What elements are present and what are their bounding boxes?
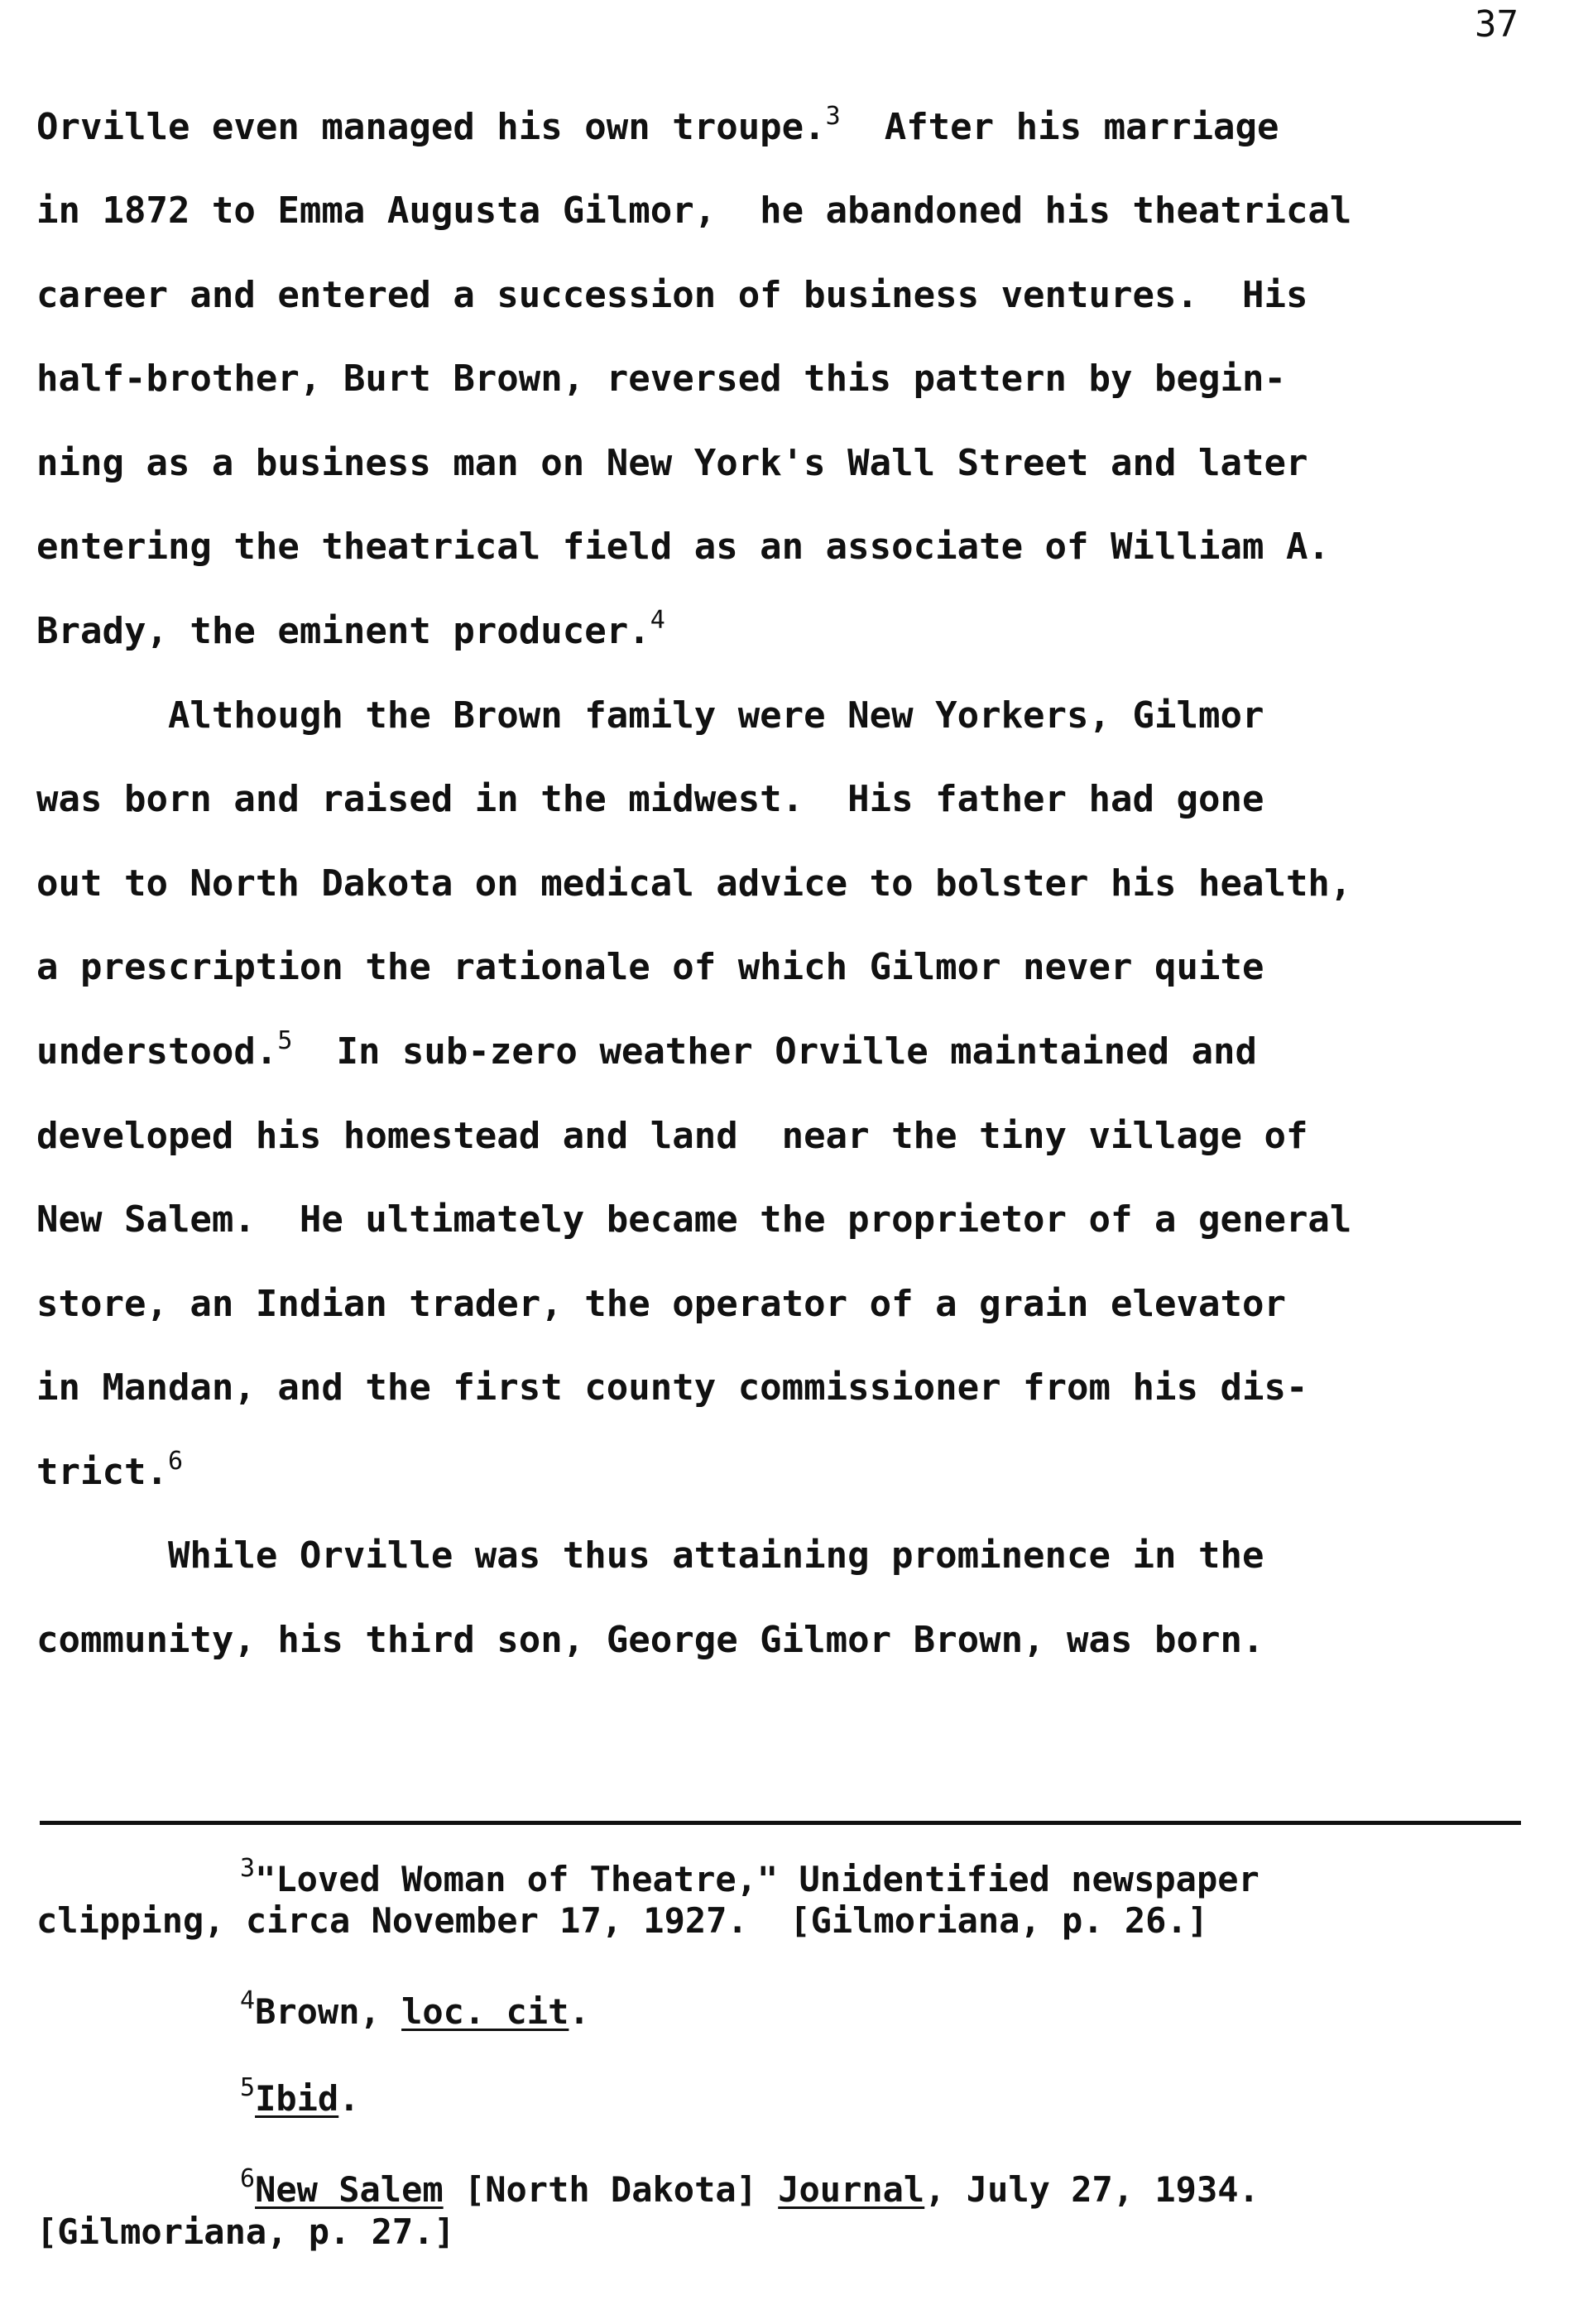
body-line: career and entered a succession of business ventures. His [36,274,1308,316]
body-line: community, his third son, George Gilmor Brown, was born. [36,1619,1264,1661]
footnote-punct: . [569,1991,590,2032]
body-line-text: trict. [36,1451,168,1493]
citation-italic: Ibid [255,2078,339,2119]
footnote-ref: 5 [277,1026,293,1055]
footnote-text: [North Dakota] [443,2169,779,2210]
body-line [36,1026,1258,1073]
footnote-mark: 6 [240,2164,256,2193]
footnote-text: "Loved Woman of Theatre," Unidentified newspaper [255,1859,1260,1899]
body-line: entering the theatrical field as an associate of William A. [36,526,1330,568]
body-line: in 1872 to Emma Augusta Gilmor, he abandoned his theatrical [36,190,1352,232]
citation-italic: New Salem [255,2169,444,2210]
footnote-ref: 4 [650,606,665,635]
page-number: 37 [1475,3,1519,46]
footnote-text: , July 27, 1934. [924,2169,1260,2210]
footnote-text: Brown, [255,1991,402,2032]
footnote-ref: 6 [167,1447,184,1476]
body-line-text: In sub-zero weather Orville maintained and [292,1030,1258,1073]
footnote-5 [240,2073,360,2119]
body-line-text: Orville even managed his own troupe. [36,106,826,148]
footnote-6-cont: [Gilmoriana, p. 27.] [36,2211,455,2252]
body-line-text: After his marriage [840,106,1279,148]
footnote-divider [40,1821,1521,1825]
body-line: a prescription the rationale of which Gilmor never quite [36,946,1264,988]
body-line: half-brother, Burt Brown, reversed this pattern by begin- [36,358,1286,400]
body-line: New Salem. He ultimately became the proprietor of a general [36,1198,1352,1241]
body-line: in Mandan, and the first county commissioner from his dis- [36,1366,1308,1409]
body-line [36,102,1279,148]
footnote-mark: 4 [240,1986,256,2015]
footnote-mark: 3 [240,1854,256,1883]
body-line: While Orville was thus attaining prominence in the [36,1534,1264,1577]
body-line [36,1447,184,1493]
body-line: was born and raised in the midwest. His father had gone [36,778,1264,820]
body-line-text: understood. [36,1030,278,1073]
body-line: Although the Brown family were New Yorkers, Gilmor [36,694,1264,737]
body-line: ning as a business man on New York's Wall Street and later [36,442,1308,484]
body-line-text: Brady, the eminent producer. [36,610,650,652]
citation-italic: loc. cit [401,1991,569,2032]
footnote-4 [240,1986,590,2032]
footnote-6 [240,2164,1260,2210]
body-line [36,606,665,652]
footnote-ref: 3 [825,102,841,131]
citation-italic: Journal [778,2169,925,2210]
body-line: store, an Indian trader, the operator of a grain elevator [36,1283,1286,1325]
footnote-mark: 5 [240,2073,256,2102]
footnote-3-cont: clipping, circa November 17, 1927. [Gilmoriana, p. 26.] [36,1900,1209,1941]
body-line: developed his homestead and land near the tiny village of [36,1115,1308,1157]
footnote-3 [240,1854,1260,1899]
body-line: out to North Dakota on medical advice to bolster his health, [36,862,1352,905]
footnote-punct: . [338,2078,360,2119]
